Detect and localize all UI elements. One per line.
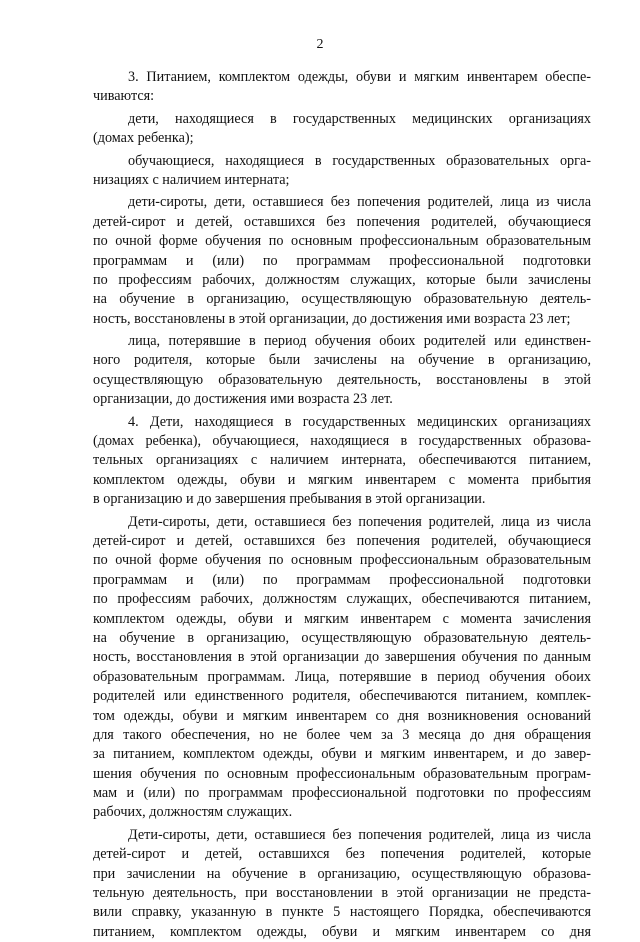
text-line: на обучение в организацию, осуществляющую образовательную деятель- — [93, 629, 591, 646]
paragraph-orphans-enrolled — [93, 193, 591, 329]
text-line: шения обучения по основным профессиональным образовательным програм- — [93, 765, 591, 782]
text-line: тельных организациях с наличием интерната, обеспечиваются питанием, — [93, 452, 591, 469]
text-line: по профессиям рабочих, должностям служащих, обеспечиваются питанием, — [93, 591, 591, 608]
text-line: осуществляющую образовательную деятельность, восстановлены в этой — [93, 371, 591, 388]
text-line: обучающиеся, находящиеся в государственных образовательных орга- — [128, 152, 591, 169]
text-line: ность, восстановлены в этой организации, до достижения ими возраста 23 лет; — [93, 310, 571, 327]
text-line: (домах ребенка), обучающиеся, находящиеся в государственных образова- — [93, 433, 591, 450]
text-line: комплектом одежды, обуви и мягким инвентарем с момента зачисления — [93, 610, 591, 627]
text-line: чиваются: — [93, 88, 155, 105]
text-line: при зачислении на обучение в организацию, осуществляющую образова- — [93, 865, 591, 882]
text-line: для такого обеспечения, но не более чем за 3 месяца до дня обращения — [93, 726, 591, 743]
text-line: организации, до достижения ими возраста 23 лет. — [93, 391, 393, 408]
paragraph-orphans-provision — [93, 513, 591, 823]
text-line: том одежды, обуви и мягким инвентарем со дня возникновения оснований — [93, 707, 591, 724]
paragraph-3 — [93, 68, 591, 107]
text-line: программам и (или) по программам профессиональной подготовки — [93, 571, 591, 588]
text-line: детей-сирот и детей, оставшихся без попечения родителей, которые — [93, 846, 591, 863]
text-line: Дети-сироты, дети, оставшиеся без попечения родителей, лица из числа — [128, 826, 591, 843]
document-body — [93, 68, 591, 942]
text-line: низациях с наличием интерната; — [93, 171, 290, 188]
text-line: за питанием, комплектом одежды, обуви и мягким инвентарем, и до завер- — [93, 746, 591, 763]
text-line: детей-сирот и детей, оставшихся без попечения родителей, обучающиеся — [93, 213, 591, 230]
text-line: 4. Дети, находящиеся в государственных медицинских организациях — [128, 413, 591, 430]
text-line: рабочих, должностям служащих. — [93, 804, 293, 821]
text-line: родителей или единственного родителя, обеспечиваются питанием, комплек- — [93, 688, 591, 705]
text-line: детей-сирот и детей, оставшихся без попечения родителей, обучающиеся — [93, 532, 591, 549]
text-line: ного родителя, которые были зачислены на обучение в организацию, — [93, 352, 591, 369]
text-line: по профессиям рабочих, должностям служащих, которые были зачислены — [93, 271, 591, 288]
text-line: ность, восстановления в этой организации до завершения обучения по данным — [93, 649, 591, 666]
paragraph-children-medical — [93, 110, 591, 149]
text-line: тельную деятельность, при восстановлении в этой организации не предста- — [93, 885, 591, 902]
text-line: Дети-сироты, дети, оставшиеся без попечения родителей, лица из числа — [128, 513, 591, 530]
text-line: дети, находящиеся в государственных медицинских организациях — [128, 110, 591, 127]
paragraph-orphans-no-certificate — [93, 826, 591, 942]
text-line: вили справку, указанную в пункте 5 настоящего Порядка, обеспечиваются — [93, 904, 591, 921]
text-line: дети-сироты, дети, оставшиеся без попечения родителей, лица из числа — [128, 194, 591, 211]
text-line: 3. Питанием, комплектом одежды, обуви и мягким инвентарем обеспе- — [128, 69, 591, 85]
text-line: образовательным программам. Лица, потерявшие в период обучения обоих — [93, 668, 591, 685]
text-line: в организацию и до завершения пребывания в этой организации. — [93, 491, 486, 508]
text-line: лица, потерявшие в период обучения обоих родителей или единствен- — [128, 333, 591, 350]
text-line: по очной форме обучения по основным профессиональным образовательным — [93, 552, 591, 569]
paragraph-lost-parents — [93, 332, 591, 410]
text-line: по очной форме обучения по основным профессиональным образовательным — [93, 233, 591, 250]
text-line: на обучение в организацию, осуществляющую образовательную деятель- — [93, 291, 591, 308]
paragraph-students-boarding — [93, 152, 591, 191]
text-line: программам и (или) по программам профессиональной подготовки — [93, 252, 591, 269]
text-line: питанием, комплектом одежды, обуви и мягким инвентарем со дня — [93, 923, 591, 940]
paragraph-4 — [93, 413, 591, 510]
text-line: мам и (или) по программам профессиональной подготовки по профессиям — [93, 785, 591, 802]
text-line: комплектом одежды, обуви и мягким инвентарем с момента прибытия — [93, 471, 591, 488]
text-line: (домах ребенка); — [93, 130, 194, 147]
page-number: 2 — [316, 37, 324, 52]
